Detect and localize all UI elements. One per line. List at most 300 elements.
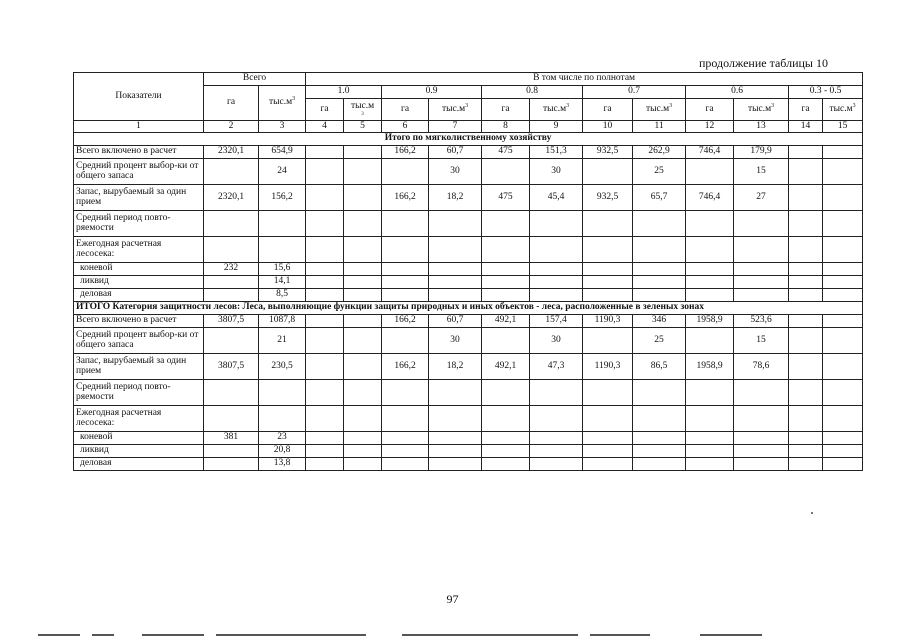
- table-cell: 18,2: [429, 185, 482, 211]
- table-cell: [789, 458, 823, 471]
- table-cell: [429, 289, 482, 302]
- table-cell: [734, 432, 789, 445]
- table-cell: [530, 406, 583, 432]
- table-cell: [344, 315, 382, 328]
- table-cell: 166,2: [382, 146, 429, 159]
- table-cell: [382, 237, 429, 263]
- table-cell: [823, 263, 863, 276]
- table-row: [74, 146, 863, 159]
- table-cell: [306, 185, 344, 211]
- table-cell: 166,2: [382, 185, 429, 211]
- table-cell: [734, 263, 789, 276]
- table-cell: [789, 445, 823, 458]
- table-cell: [789, 211, 823, 237]
- total-volume-header: $тыс.м^3$: [259, 86, 306, 121]
- table-cell: [306, 380, 344, 406]
- column-number: 8: [482, 121, 530, 133]
- table-cell: [823, 445, 863, 458]
- table-cell: [204, 276, 259, 289]
- row-label: ликвид: [74, 276, 204, 289]
- row-label: Запас, вырубаемый за один прием: [74, 354, 204, 380]
- table-cell: [583, 380, 633, 406]
- table-cell: 932,5: [583, 185, 633, 211]
- volume-subheader: тыс.м 3: [344, 99, 382, 121]
- table-cell: [482, 263, 530, 276]
- table-cell: 13,8: [259, 458, 306, 471]
- table-cell: 15: [734, 328, 789, 354]
- table-cell: [204, 328, 259, 354]
- table-cell: [583, 289, 633, 302]
- table-cell: 8,5: [259, 289, 306, 302]
- table-cell: 654,9: [259, 146, 306, 159]
- scan-artifact-line: [590, 634, 650, 636]
- table-cell: [686, 432, 734, 445]
- table-cell: [482, 432, 530, 445]
- table-cell: [344, 159, 382, 185]
- table-cell: 30: [429, 328, 482, 354]
- volume-subheader: $тыс.м^3$: [429, 99, 482, 121]
- table-cell: [823, 146, 863, 159]
- column-number: 9: [530, 121, 583, 133]
- table-row: [74, 315, 863, 328]
- scan-artifact-line: [216, 634, 366, 636]
- row-label: Запас, вырубаемый за один прием: [74, 185, 204, 211]
- table-cell: [789, 146, 823, 159]
- table-cell: [344, 354, 382, 380]
- table-cell: [530, 276, 583, 289]
- density-0-9-header: 0.9: [382, 86, 482, 99]
- table-cell: [306, 354, 344, 380]
- table-cell: [204, 159, 259, 185]
- scan-artifact-line: [402, 634, 578, 636]
- row-label: Всего включено в расчет: [74, 146, 204, 159]
- table-cell: [530, 380, 583, 406]
- table-cell: [429, 432, 482, 445]
- table-cell: [789, 432, 823, 445]
- column-number: 15: [823, 121, 863, 133]
- table-cell: 746,4: [686, 146, 734, 159]
- table-cell: [344, 211, 382, 237]
- table-cell: [530, 458, 583, 471]
- table-cell: 179,9: [734, 146, 789, 159]
- table-row: [74, 445, 863, 458]
- table-cell: 2320,1: [204, 146, 259, 159]
- table-cell: [482, 328, 530, 354]
- scan-speck: [811, 512, 813, 514]
- table-cell: [429, 445, 482, 458]
- table-cell: 746,4: [686, 185, 734, 211]
- table-cell: [823, 380, 863, 406]
- density-group-header: В том числе по полнотам: [306, 73, 863, 86]
- table-cell: [482, 445, 530, 458]
- table-cell: [530, 263, 583, 276]
- table-cell: 230,5: [259, 354, 306, 380]
- table-cell: [686, 289, 734, 302]
- section-title: Итого по мягколиственному хозяйству: [74, 133, 863, 146]
- table-cell: [429, 458, 482, 471]
- total-header: Всего: [204, 73, 306, 86]
- table-cell: [789, 315, 823, 328]
- density-1-0-header: 1.0: [306, 86, 382, 99]
- scan-artifact-line: [38, 634, 80, 636]
- table-cell: 21: [259, 328, 306, 354]
- table-cell: [429, 211, 482, 237]
- table-cell: 475: [482, 146, 530, 159]
- table-cell: [823, 315, 863, 328]
- table-cell: [633, 406, 686, 432]
- table-cell: 23: [259, 432, 306, 445]
- table-cell: 15: [734, 159, 789, 185]
- table-cell: 47,3: [530, 354, 583, 380]
- table-cell: [530, 289, 583, 302]
- table-cell: [686, 458, 734, 471]
- table-cell: 15,6: [259, 263, 306, 276]
- table-row: [74, 328, 863, 354]
- table-cell: [789, 185, 823, 211]
- table-cell: 30: [429, 159, 482, 185]
- table-cell: [306, 445, 344, 458]
- table-row: [74, 159, 863, 185]
- table-cell: 475: [482, 185, 530, 211]
- table-cell: [204, 289, 259, 302]
- ha-subheader: га: [789, 99, 823, 121]
- table-cell: [382, 380, 429, 406]
- volume-subheader: $тыс.м^3$: [633, 99, 686, 121]
- table-cell: [633, 380, 686, 406]
- row-label: Всего включено в расчет: [74, 315, 204, 328]
- table-cell: [583, 276, 633, 289]
- table-cell: 151,3: [530, 146, 583, 159]
- table-cell: [382, 211, 429, 237]
- table-cell: [583, 237, 633, 263]
- table-cell: [734, 458, 789, 471]
- table-row: [74, 406, 863, 432]
- table-cell: [583, 159, 633, 185]
- table-cell: [823, 185, 863, 211]
- table-cell: [633, 276, 686, 289]
- table-cell: [204, 458, 259, 471]
- row-label: коневой: [74, 263, 204, 276]
- table-cell: 3807,5: [204, 315, 259, 328]
- table-row: [74, 458, 863, 471]
- table-cell: [259, 237, 306, 263]
- table-row: [74, 263, 863, 276]
- table-cell: [823, 289, 863, 302]
- table-cell: [259, 211, 306, 237]
- table-cell: 1190,3: [583, 354, 633, 380]
- table-cell: 30: [530, 159, 583, 185]
- table-cell: [789, 289, 823, 302]
- total-ha-header: га: [204, 86, 259, 121]
- table-cell: 30: [530, 328, 583, 354]
- table-cell: [789, 354, 823, 380]
- table-cell: [306, 432, 344, 445]
- table-cell: 86,5: [633, 354, 686, 380]
- table-cell: [686, 263, 734, 276]
- table-cell: [482, 458, 530, 471]
- table-cell: [382, 406, 429, 432]
- indicators-header: Показатели: [74, 73, 204, 121]
- table-cell: [789, 328, 823, 354]
- row-label: Ежегодная расчетная лесосека:: [74, 237, 204, 263]
- ha-subheader: га: [482, 99, 530, 121]
- table-cell: [686, 237, 734, 263]
- table-cell: [734, 380, 789, 406]
- table-cell: [734, 406, 789, 432]
- table-row: [74, 211, 863, 237]
- table-cell: [583, 328, 633, 354]
- column-number: 3: [259, 121, 306, 133]
- table-row: [74, 432, 863, 445]
- table-cell: [530, 211, 583, 237]
- table-cell: [259, 380, 306, 406]
- table-cell: 60,7: [429, 146, 482, 159]
- table-cell: 65,7: [633, 185, 686, 211]
- table-cell: 18,2: [429, 354, 482, 380]
- table-cell: 166,2: [382, 354, 429, 380]
- table-cell: [344, 458, 382, 471]
- table-cell: [482, 276, 530, 289]
- table-cell: [686, 211, 734, 237]
- table-cell: 2320,1: [204, 185, 259, 211]
- table-cell: [583, 432, 633, 445]
- table-row: [74, 380, 863, 406]
- table-cell: 78,6: [734, 354, 789, 380]
- scan-artifact-line: [700, 634, 762, 636]
- density-0-8-header: 0.8: [482, 86, 583, 99]
- column-number: 7: [429, 121, 482, 133]
- table-cell: 1087,8: [259, 315, 306, 328]
- table-cell: [429, 406, 482, 432]
- section-title-row: [74, 133, 863, 146]
- table-cell: [344, 237, 382, 263]
- table-cell: 45,4: [530, 185, 583, 211]
- table-cell: [306, 146, 344, 159]
- forest-table: [73, 72, 863, 471]
- table-cell: 157,4: [530, 315, 583, 328]
- table-cell: [633, 211, 686, 237]
- table-cell: [344, 328, 382, 354]
- table-cell: [306, 406, 344, 432]
- table-cell: 3807,5: [204, 354, 259, 380]
- section-title-row: [74, 302, 863, 315]
- continuation-caption: продолжение таблицы 10: [698, 56, 828, 70]
- table-cell: [583, 445, 633, 458]
- table-cell: [344, 263, 382, 276]
- ha-subheader: га: [382, 99, 429, 121]
- table-cell: [482, 289, 530, 302]
- table-cell: 25: [633, 159, 686, 185]
- table-cell: [686, 445, 734, 458]
- table-cell: [583, 263, 633, 276]
- table-cell: [823, 458, 863, 471]
- table-cell: 166,2: [382, 315, 429, 328]
- table-cell: [306, 458, 344, 471]
- scan-artifact-line: [92, 634, 114, 636]
- table-cell: [382, 458, 429, 471]
- table-cell: [429, 237, 482, 263]
- table-cell: [583, 406, 633, 432]
- table-cell: [306, 315, 344, 328]
- table-cell: [789, 159, 823, 185]
- row-label: Ежегодная расчетная лесосека:: [74, 406, 204, 432]
- table-cell: [482, 159, 530, 185]
- table-cell: 232: [204, 263, 259, 276]
- table-cell: [823, 432, 863, 445]
- table-cell: [259, 406, 306, 432]
- column-number: 13: [734, 121, 789, 133]
- table-cell: [633, 458, 686, 471]
- table-row: [74, 237, 863, 263]
- table-cell: [633, 289, 686, 302]
- table-cell: [823, 354, 863, 380]
- row-label: Средний процент выбор-ки от общего запаса: [74, 159, 204, 185]
- row-label: деловая: [74, 289, 204, 302]
- table-cell: [734, 289, 789, 302]
- column-number: 12: [686, 121, 734, 133]
- table-row: [74, 276, 863, 289]
- column-number: 4: [306, 121, 344, 133]
- table-cell: [306, 263, 344, 276]
- table-cell: 523,6: [734, 315, 789, 328]
- table-cell: [789, 380, 823, 406]
- ha-subheader: га: [583, 99, 633, 121]
- table-cell: [583, 211, 633, 237]
- ha-subheader: га: [306, 99, 344, 121]
- section-title: ИТОГО Категория защитности лесов: Леса, выполняющие функции защиты природных и иных объектов - леса, расположенные в зеленых зонах: [74, 302, 863, 315]
- table-cell: [482, 211, 530, 237]
- volume-subheader: $тыс.м^3$: [734, 99, 789, 121]
- table-cell: 262,9: [633, 146, 686, 159]
- table-cell: 1958,9: [686, 354, 734, 380]
- table-body: [74, 133, 863, 471]
- table-cell: [306, 328, 344, 354]
- table-cell: [306, 237, 344, 263]
- table-cell: [530, 432, 583, 445]
- table-cell: 1958,9: [686, 315, 734, 328]
- table-cell: [823, 406, 863, 432]
- table-cell: [382, 289, 429, 302]
- table-cell: [734, 445, 789, 458]
- table-cell: [429, 380, 482, 406]
- table-cell: [734, 237, 789, 263]
- table-cell: 346: [633, 315, 686, 328]
- column-number: 6: [382, 121, 429, 133]
- table-cell: [823, 276, 863, 289]
- row-label: Средний период повто-ряемости: [74, 211, 204, 237]
- table-cell: 1190,3: [583, 315, 633, 328]
- table-cell: [482, 380, 530, 406]
- table-cell: [633, 432, 686, 445]
- volume-subheader: $тыс.м^3$: [530, 99, 583, 121]
- table-cell: [686, 159, 734, 185]
- table-cell: [204, 211, 259, 237]
- table-cell: [382, 328, 429, 354]
- table-cell: [633, 237, 686, 263]
- table-cell: 24: [259, 159, 306, 185]
- table-cell: [382, 263, 429, 276]
- table-cell: [306, 211, 344, 237]
- row-label: коневой: [74, 432, 204, 445]
- row-label: Средний период повто-ряемости: [74, 380, 204, 406]
- table-cell: 492,1: [482, 315, 530, 328]
- scan-artifact-line: [142, 634, 204, 636]
- table-cell: [823, 328, 863, 354]
- table-cell: [306, 159, 344, 185]
- table-cell: [789, 263, 823, 276]
- table-cell: [789, 237, 823, 263]
- table-row: [74, 289, 863, 302]
- ha-subheader: га: [686, 99, 734, 121]
- table-cell: [482, 406, 530, 432]
- table-cell: [429, 276, 482, 289]
- table-cell: [382, 445, 429, 458]
- density-0-7-header: 0.7: [583, 86, 686, 99]
- table-cell: [734, 211, 789, 237]
- column-number: 11: [633, 121, 686, 133]
- table-cell: [344, 445, 382, 458]
- table-cell: [633, 263, 686, 276]
- table-cell: [686, 406, 734, 432]
- table-cell: 27: [734, 185, 789, 211]
- table-cell: 60,7: [429, 315, 482, 328]
- table-cell: 381: [204, 432, 259, 445]
- table-cell: [382, 432, 429, 445]
- table-cell: 492,1: [482, 354, 530, 380]
- column-number: 10: [583, 121, 633, 133]
- table-cell: [204, 237, 259, 263]
- table-cell: [306, 276, 344, 289]
- table-cell: [633, 445, 686, 458]
- table-cell: [686, 328, 734, 354]
- table-cell: [686, 380, 734, 406]
- density-0-3-0-5-header: 0.3 - 0.5: [789, 86, 863, 99]
- row-label: Средний процент выбор-ки от общего запаса: [74, 328, 204, 354]
- table-cell: [823, 237, 863, 263]
- table-cell: [429, 263, 482, 276]
- table-cell: [204, 445, 259, 458]
- table-cell: [686, 276, 734, 289]
- table-cell: 932,5: [583, 146, 633, 159]
- table-row: [74, 354, 863, 380]
- table-cell: [583, 458, 633, 471]
- table-cell: [344, 185, 382, 211]
- row-label: ликвид: [74, 445, 204, 458]
- table-cell: 156,2: [259, 185, 306, 211]
- table-cell: [344, 289, 382, 302]
- table-row: [74, 185, 863, 211]
- table-cell: [823, 211, 863, 237]
- column-number: 5: [344, 121, 382, 133]
- table-cell: [344, 406, 382, 432]
- density-0-6-header: 0.6: [686, 86, 789, 99]
- table-cell: [734, 276, 789, 289]
- column-number: 14: [789, 121, 823, 133]
- page-number: 97: [446, 592, 459, 606]
- table-cell: [482, 237, 530, 263]
- table-cell: [789, 276, 823, 289]
- table-cell: [382, 159, 429, 185]
- volume-subheader: $тыс.м^3$: [823, 99, 863, 121]
- table-cell: [823, 159, 863, 185]
- column-number: 1: [74, 121, 204, 133]
- table-cell: 14,1: [259, 276, 306, 289]
- column-number-row: [74, 121, 863, 133]
- column-number: 2: [204, 121, 259, 133]
- table-cell: [204, 380, 259, 406]
- table-cell: 25: [633, 328, 686, 354]
- table-cell: [382, 276, 429, 289]
